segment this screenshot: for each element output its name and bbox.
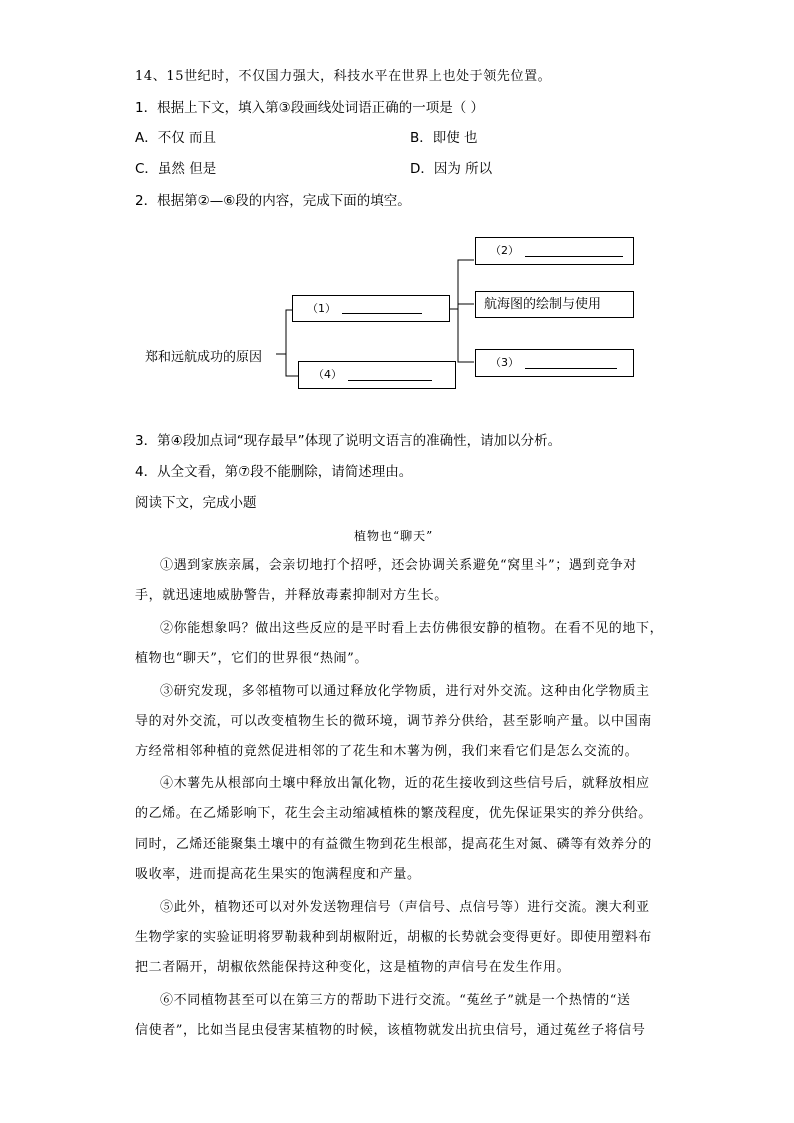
article-line: 方经常相邻种植的竟然促进相邻的了花生和木薯为例，我们来看它们是怎么交流的。 (135, 744, 639, 759)
option-a: A．不仅 而且 (135, 130, 217, 146)
article-line: ⑥不同植物甚至可以在第三方的帮助下进行交流。“菟丝子”就是一个热情的“送 (160, 993, 631, 1008)
diagram-box-3 (475, 349, 634, 377)
question-1-stem: 1．根据上下文，填入第③段画线处词语正确的一项是（ ） (135, 100, 484, 116)
box-3-label: （3） (490, 356, 519, 369)
article-line: 导的对外交流，可以改变植物生长的微环境，调节养分供给，甚至影响产量。以中国南 (135, 714, 652, 729)
reading-instruction: 阅读下文，完成小题 (135, 495, 257, 511)
option-c: C．虽然 但是 (135, 161, 217, 177)
intro-line: 14、15世纪时，不仅国力强大，科技水平在世界上也处于领先位置。 (135, 69, 552, 84)
diagram-box-1 (292, 295, 450, 322)
question-3: 3．第④段加点词“现存最早”体现了说明文语言的准确性，请加以分析。 (135, 433, 562, 449)
box-2-blank (525, 246, 623, 257)
article-line: 手，就迅速地威胁警告，并释放毒素抑制对方生长。 (135, 588, 448, 603)
box-1-label: （1） (307, 301, 336, 315)
box-4-label: （4） (313, 368, 342, 381)
option-b: B．即使 也 (410, 130, 478, 146)
article-line: 吸收率，进而提高花生果实的饱满程度和产量。 (135, 867, 421, 882)
box-2-label: （2） (490, 244, 519, 257)
article-line: ⑤此外，植物还可以对外发送物理信号（声信号、点信号等）进行交流。澳大利亚 (160, 900, 650, 915)
box-1-blank (342, 303, 422, 314)
diagram-box-nav (475, 291, 634, 318)
option-d: D．因为 所以 (410, 161, 493, 177)
diagram-root-label: 郑和远航成功的原因 (145, 350, 263, 365)
article-line: ②你能想象吗？做出这些反应的是平时看上去仿佛很安静的植物。在看不见的地下， (160, 621, 664, 636)
article-line: 植物也“聊天”，它们的世界很“热闹”。 (135, 651, 368, 666)
article-line: 的乙烯。在乙烯影响下，花生会主动缩减植株的繁茂程度，优先保证果实的养分供给。 (135, 806, 652, 821)
article-line: ③研究发现，多邻植物可以通过释放化学物质，进行对外交流。这种由化学物质主 (160, 684, 650, 699)
article-line: 信使者”，比如当昆虫侵害某植物的时候，该植物就发出抗虫信号，通过菟丝子将信号 (135, 1023, 646, 1038)
article-line: ④木薯先从根部向土壤中释放出氰化物，近的花生接收到这些信号后，就释放相应 (160, 776, 650, 791)
box-4-blank (348, 370, 432, 381)
article-line: 同时，乙烯还能聚集土壤中的有益微生物到花生根部，提高花生对氮、磷等有效养分的 (135, 837, 652, 852)
box-nav-label: 航海图的绘制与使用 (484, 296, 602, 312)
article-title: 植物也“聊天” (354, 529, 434, 543)
question-2-stem: 2．根据第②—⑥段的内容，完成下面的填空。 (135, 193, 411, 209)
diagram-box-4 (298, 361, 456, 389)
diagram-box-2 (475, 237, 634, 265)
box-3-blank (525, 358, 617, 369)
article-line: ①遇到家族亲属，会亲切地打个招呼，还会协调关系避免“窝里斗”；遇到竞争对 (160, 558, 637, 573)
question-4: 4．从全文看，第⑦段不能删除，请简述理由。 (135, 464, 413, 480)
article-line: 生物学家的实验证明将罗勒栽种到胡椒附近，胡椒的长势就会变得更好。即使用塑料布 (135, 930, 652, 945)
article-line: 把二者隔开，胡椒依然能保持这种变化，这是植物的声信号在发生作用。 (135, 960, 571, 975)
